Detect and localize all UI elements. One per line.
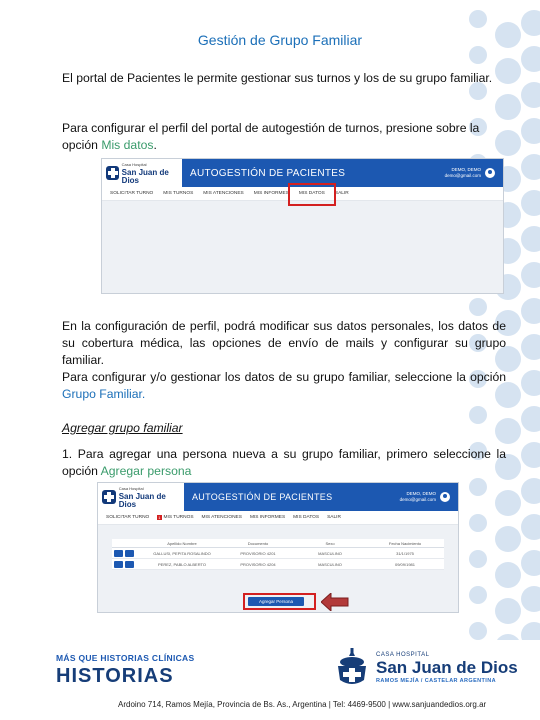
decorative-dot	[521, 622, 540, 640]
hospital-logo	[334, 648, 518, 688]
nav-salir: SALIR	[334, 191, 349, 196]
view-icon	[125, 550, 134, 557]
user-avatar-icon-2	[440, 492, 450, 502]
logo-name-text-2: San Juan de Dios	[118, 492, 166, 509]
user-box-2	[400, 491, 450, 503]
nav-mis-turnos-2	[157, 515, 193, 520]
nav-mis-atenciones-2: MIS ATENCIONES	[201, 515, 242, 520]
portal-header-2	[98, 483, 458, 511]
config-text-end: .	[153, 138, 157, 152]
page-title: Gestión de Grupo Familiar	[197, 32, 363, 48]
family-table	[112, 539, 444, 570]
logo-name-text: San Juan de Dios	[121, 168, 169, 185]
nav-solicitar-turno: SOLICITAR TURNO	[110, 191, 154, 196]
edit-icon	[114, 561, 123, 568]
portal-logo-2	[98, 483, 184, 511]
decorative-dot	[521, 226, 540, 252]
nav-mis-datos: MIS DATOS	[298, 191, 325, 196]
nav-salir-2: SALIR	[327, 515, 341, 520]
nav-mis-atenciones: MIS ATENCIONES	[203, 191, 244, 196]
footer-address: Ardoino 714, Ramos Mejía, Provincia de Bs. As., Argentina | Tel: 4469-9500 | www.sanjuandedios.org.ar	[118, 700, 487, 709]
cell-name: GALLUSI, PEPITA ROSALINDO	[153, 550, 211, 556]
table-row	[112, 548, 444, 559]
nav-mis-informes-2: MIS INFORMES	[249, 515, 286, 520]
portal-body	[102, 201, 503, 293]
decorative-dot	[469, 10, 487, 28]
decorative-dot	[521, 442, 540, 468]
highlight-add-person	[243, 593, 316, 610]
hospital-crest-icon	[334, 648, 370, 688]
cross-logo-icon	[106, 166, 119, 180]
decorative-dot	[469, 46, 487, 64]
view-icon	[125, 561, 134, 568]
decorative-dot	[495, 490, 521, 516]
decorative-dot	[469, 550, 487, 568]
nav-mis-turnos: MIS TURNOS	[163, 191, 194, 196]
portal-screenshot-1	[101, 158, 504, 294]
hospital-name: San Juan de Dios	[376, 658, 518, 677]
cell-birthdate: 31/1/1975	[396, 550, 414, 556]
nav-mis-turnos-label: MIS TURNOS	[163, 515, 194, 520]
decorative-dot	[521, 370, 540, 396]
col-sexo: Sexo	[325, 540, 335, 546]
decorative-dot	[495, 526, 521, 552]
profile-paragraph: En la configuración de perfil, podrá modificar sus datos personales, los datos de su cobertura médica, las opciones de envío de mails y configurar su grupo familiar.	[62, 319, 506, 367]
decorative-dot	[469, 298, 487, 316]
logo-small-text: Casa Hospital	[121, 162, 147, 167]
hospital-small-text: CASA HOSPITAL	[376, 652, 430, 658]
app-title: AUTOGESTIÓN DE PACIENTES	[190, 167, 346, 179]
user-mail-2: demo@gmail.com	[399, 497, 436, 502]
step1-text: 1. Para agregar una persona nueva a su grupo familiar, primero seleccione la opción	[62, 447, 506, 478]
user-mail: demo@gmail.com	[444, 173, 481, 178]
decorative-dot	[521, 46, 540, 72]
decorative-dot	[521, 334, 540, 360]
app-title-bar-2	[184, 483, 458, 511]
decorative-dot	[521, 478, 540, 504]
col-fecha-nacimiento: Fecha Nacimiento	[388, 540, 422, 546]
nav-mis-informes: MIS INFORMES	[253, 191, 289, 196]
grupo-familiar-link: Grupo Familiar.	[62, 387, 146, 401]
cross-logo-icon-2	[102, 490, 116, 504]
family-text: Para configurar y/o gestionar los datos de su grupo familiar, seleccione la opción	[62, 370, 506, 384]
step1-paragraph	[62, 446, 506, 480]
section-heading: Agregar grupo familiar	[62, 421, 183, 435]
agregar-persona-link: Agregar persona	[100, 464, 192, 478]
cell-sex: MASCULINO	[318, 550, 342, 556]
historias-wordmark: HISTORIAS	[56, 665, 174, 687]
cell-sex: MASCULINO	[318, 561, 342, 567]
nav-solicitar-turno-2: SOLICITAR TURNO	[106, 515, 150, 520]
decorative-dot	[521, 118, 540, 144]
table-row	[112, 559, 444, 570]
logo-small-text-2: Casa Hospital	[118, 486, 144, 491]
historias-tagline: MÁS QUE HISTORIAS CLÍNICAS	[56, 653, 195, 663]
app-title-2: AUTOGESTIÓN DE PACIENTES	[192, 492, 333, 502]
decorative-dot	[521, 406, 540, 432]
decorative-dot	[495, 598, 521, 624]
decorative-dot	[469, 622, 487, 640]
historias-logo	[56, 653, 194, 688]
decorative-dot	[521, 82, 540, 108]
cell-name: PEREZ, PABLO ALBERTO	[157, 561, 207, 567]
hospital-location: RAMOS MEJÍA / CASTELAR ARGENTINA	[376, 678, 496, 684]
cell-document: PROVISORIO 4204	[240, 561, 276, 567]
user-box	[445, 167, 495, 179]
portal-nav-2	[98, 511, 458, 525]
cell-document: PROVISORIO 4201	[240, 550, 276, 556]
highlight-mis-datos	[288, 183, 336, 206]
table-header	[112, 539, 444, 548]
col-documento: Documento	[247, 540, 269, 546]
col-apellido-nombre: Apellido Nombre	[167, 540, 197, 546]
nav-mis-datos-2: MIS DATOS	[293, 515, 320, 520]
decorative-dot	[495, 94, 521, 120]
decorative-dot	[521, 550, 540, 576]
decorative-dot	[495, 562, 521, 588]
family-paragraph	[62, 369, 506, 403]
config-text: Para configurar el perfil del portal de autogestión de turnos, presione sobre la opción	[62, 121, 480, 152]
add-person-button: Agregar Persona	[248, 597, 304, 606]
portal-logo	[102, 159, 182, 187]
decorative-dot	[495, 634, 521, 640]
intro-paragraph: El portal de Pacientes le permite gestionar sus turnos y los de su grupo familiar.	[62, 71, 493, 85]
cell-birthdate: 09/09/1981	[394, 561, 416, 567]
decorative-dot	[521, 262, 540, 288]
edit-icon	[114, 550, 123, 557]
user-name-2: DEMO, DEMO	[406, 491, 436, 496]
user-name: DEMO, DEMO	[451, 167, 481, 172]
config-paragraph	[62, 120, 506, 154]
portal-screenshot-2	[97, 482, 459, 613]
app-title-bar	[182, 159, 503, 187]
left-arrow-icon	[321, 593, 349, 611]
decorative-dot	[469, 586, 487, 604]
turnos-badge: 1	[158, 515, 161, 520]
decorative-dot	[521, 154, 540, 180]
decorative-dot	[521, 514, 540, 540]
mis-datos-link: Mis datos	[101, 138, 154, 152]
decorative-dot	[469, 478, 487, 496]
user-avatar-icon	[485, 168, 495, 178]
decorative-dot	[521, 586, 540, 612]
decorative-dot	[521, 298, 540, 324]
decorative-dot	[521, 190, 540, 216]
decorative-dot	[469, 514, 487, 532]
